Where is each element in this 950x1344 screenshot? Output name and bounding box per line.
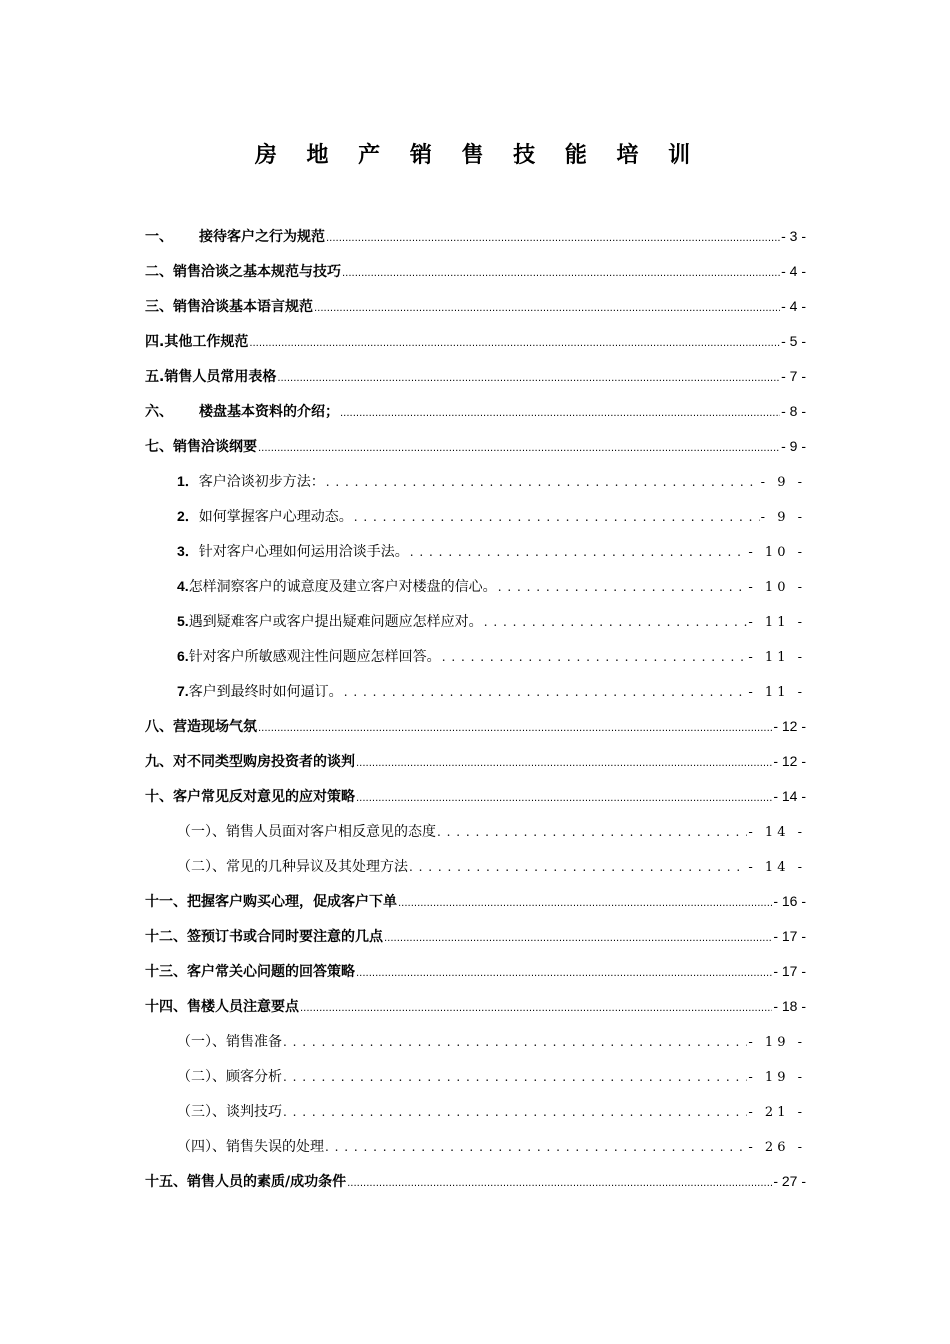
toc-page-number: - 19 - [748,1035,806,1050]
toc-entry-label [145,296,313,316]
toc-subentry[interactable] [145,541,806,576]
toc-entry-text: 楼盘基本资料的介绍； [199,404,339,420]
toc-subentry-number: 1． [177,473,199,489]
toc-subentry-text: 如何掌握客户心理动态。 [198,509,353,525]
toc-page-number: - 10 - [748,580,806,595]
toc-subentry-text: 遇到疑难客户或客户提出疑难问题应怎样应对。 [188,614,483,630]
toc-entry[interactable] [145,961,806,996]
toc-subentry-number: 6. [177,648,189,664]
toc-subentry[interactable] [145,821,806,856]
toc-entry-label [145,926,383,946]
toc-page-number: - 14 - [748,825,806,840]
toc-entry-text: 七、销售洽谈纲要 [145,439,257,455]
toc-subentry[interactable] [145,1031,806,1066]
toc-page-number: - 19 - [748,1070,806,1085]
toc-entry-label [145,331,248,351]
toc-page-number: - 12 - [773,718,806,734]
toc-entry-label [145,261,341,281]
toc-page-number: - 16 - [773,893,806,909]
toc-entry-text: 十五、销售人员的素质/成功条件 [145,1174,347,1190]
toc-dot-leader [347,1174,772,1190]
toc-dot-leader [340,404,780,420]
toc-entry-label [177,856,408,876]
toc-dot-leader [498,579,748,595]
toc-dot-leader [398,894,772,910]
toc-dot-leader [314,299,780,315]
toc-entry-label [177,576,497,596]
toc-dot-leader [354,509,760,525]
toc-subentry-text: （一）、销售人员面对客户相反意见的态度 [177,824,436,840]
toc-entry-label [177,646,441,666]
toc-entry-label [145,401,339,421]
table-of-contents [145,226,806,1206]
toc-page-number: - 12 - [773,753,806,769]
toc-dot-leader [258,719,772,735]
toc-dot-leader [342,264,780,280]
toc-entry-label [177,1031,282,1051]
toc-subentry-number: 3． [177,543,199,559]
toc-subentry[interactable] [145,1136,806,1171]
toc-dot-leader [283,1069,747,1085]
toc-entry[interactable] [145,1171,806,1206]
toc-entry-text: 十二、签预订书或合同时要注意的几点 [145,929,383,945]
toc-page-number: - 9 - [760,475,806,490]
toc-entry[interactable] [145,996,806,1031]
toc-page-number: - 9 - [760,510,806,525]
toc-subentry-text: 针对客户心理如何运用洽谈手法。 [198,544,409,560]
toc-dot-leader [300,999,772,1015]
toc-entry[interactable] [145,436,806,471]
toc-entry-label [145,1171,346,1191]
toc-entry[interactable] [145,296,806,331]
toc-subentry[interactable] [145,506,806,541]
toc-entry-text: 十三、客户常关心问题的回答策略 [145,964,355,980]
toc-entry-label [145,786,355,806]
toc-entry-label [177,681,343,701]
toc-subentry-text: 针对客户所敏感观注性问题应怎样回答。 [188,649,441,665]
toc-subentry[interactable] [145,1066,806,1101]
toc-subentry[interactable] [145,681,806,716]
toc-subentry-text: （二）、顾客分析 [177,1069,282,1085]
toc-page-number: - 4 - [781,263,806,279]
toc-dot-leader [437,824,747,840]
toc-entry-label [145,436,257,456]
toc-dot-leader [325,1139,747,1155]
toc-dot-leader [409,859,747,875]
toc-subentry[interactable] [145,471,806,506]
toc-page-number: - 27 - [773,1173,806,1189]
toc-page-number: - 14 - [773,788,806,804]
toc-subentry-number: 2． [177,508,199,524]
toc-subentry-text: （四）、销售失误的处理 [177,1139,324,1155]
toc-entry-label [145,716,257,736]
toc-entry-label [177,611,483,631]
toc-entry[interactable] [145,716,806,751]
toc-entry-label [177,1136,324,1156]
toc-entry-label [177,821,436,841]
toc-page-number: - 26 - [748,1140,806,1155]
toc-entry-text: 二、销售洽谈之基本规范与技巧 [145,264,341,280]
toc-page-number: - 17 - [773,963,806,979]
toc-subentry-number: 5. [177,613,189,629]
toc-entry-label [177,541,409,561]
toc-entry-text: 十、客户常见反对意见的应对策略 [145,789,355,805]
toc-subentry[interactable] [145,611,806,646]
toc-dot-leader [326,474,760,490]
toc-subentry-number: 7. [177,683,189,699]
toc-page-number: - 11 - [748,650,806,665]
toc-entry-text: 十四、售楼人员注意要点 [145,999,299,1015]
toc-entry[interactable] [145,261,806,296]
toc-dot-leader [410,544,748,560]
toc-page-number: - 8 - [781,403,806,419]
toc-subentry-text: （二）、常见的几种异议及其处理方法 [177,859,408,875]
toc-dot-leader [442,649,748,665]
toc-entry-text: 九、对不同类型购房投资者的谈判 [145,754,355,770]
toc-entry[interactable] [145,401,806,436]
toc-dot-leader [384,929,772,945]
toc-dot-leader [356,964,772,980]
toc-page-number: - 4 - [781,298,806,314]
toc-entry-label [145,961,355,981]
toc-entry-label [145,226,325,246]
toc-dot-leader [249,334,780,350]
toc-dot-leader [326,229,780,245]
toc-page-number: - 3 - [781,228,806,244]
toc-subentry-text: 客户洽谈初步方法： [198,474,325,490]
toc-entry-prefix: 一、 [145,229,173,245]
toc-entry-label [145,751,355,771]
toc-page-number: - 17 - [773,928,806,944]
toc-entry-label [177,506,353,526]
toc-page-number: - 11 - [748,615,806,630]
toc-entry-label [177,471,325,491]
toc-entry-text: 接待客户之行为规范 [199,229,325,245]
toc-entry-prefix: 六、 [145,404,173,420]
toc-subentry[interactable] [145,1101,806,1136]
toc-page-number: - 9 - [781,438,806,454]
toc-subentry[interactable] [145,856,806,891]
toc-entry-label [145,366,276,386]
toc-dot-leader [283,1034,747,1050]
toc-entry-label [145,996,299,1016]
toc-entry-text: 八、营造现场气氛 [145,719,257,735]
toc-page-number: - 18 - [773,998,806,1014]
toc-dot-leader [258,439,780,455]
toc-subentry[interactable] [145,646,806,681]
toc-subentry[interactable] [145,576,806,611]
toc-entry-text: 十一、把握客户购买心理，促成客户下单 [145,894,397,910]
toc-dot-leader [344,684,748,700]
toc-entry[interactable] [145,891,806,926]
toc-entry-text: 四.其他工作规范 [145,334,249,350]
toc-dot-leader [484,614,748,630]
toc-entry[interactable] [145,226,806,261]
toc-dot-leader [283,1104,747,1120]
toc-subentry-text: 怎样洞察客户的诚意度及建立客户对楼盘的信心。 [188,579,497,595]
toc-entry-text: 三、销售洽谈基本语言规范 [145,299,313,315]
toc-subentry-text: （一）、销售准备 [177,1034,282,1050]
toc-entry[interactable] [145,926,806,961]
toc-page-number: - 10 - [748,545,806,560]
toc-entry[interactable] [145,786,806,821]
toc-entry[interactable] [145,366,806,401]
toc-subentry-text: 客户到最终时如何逼订。 [188,684,343,700]
toc-dot-leader [277,369,780,385]
toc-subentry-number: 4. [177,578,189,594]
toc-page-number: - 11 - [748,685,806,700]
toc-page-number: - 5 - [781,333,806,349]
toc-entry[interactable] [145,751,806,786]
toc-entry-text: 五.销售人员常用表格 [145,369,277,385]
toc-entry[interactable] [145,331,806,366]
toc-dot-leader [356,754,772,770]
toc-page-number: - 14 - [748,860,806,875]
toc-page-number: - 21 - [748,1105,806,1120]
document-title: 房 地 产 销 售 技 能 培 训 [254,143,702,168]
toc-entry-label [177,1101,282,1121]
toc-dot-leader [356,789,772,805]
toc-page-number: - 7 - [781,368,806,384]
toc-entry-label [145,891,397,911]
toc-entry-label [177,1066,282,1086]
toc-subentry-text: （三）、谈判技巧 [177,1104,282,1120]
